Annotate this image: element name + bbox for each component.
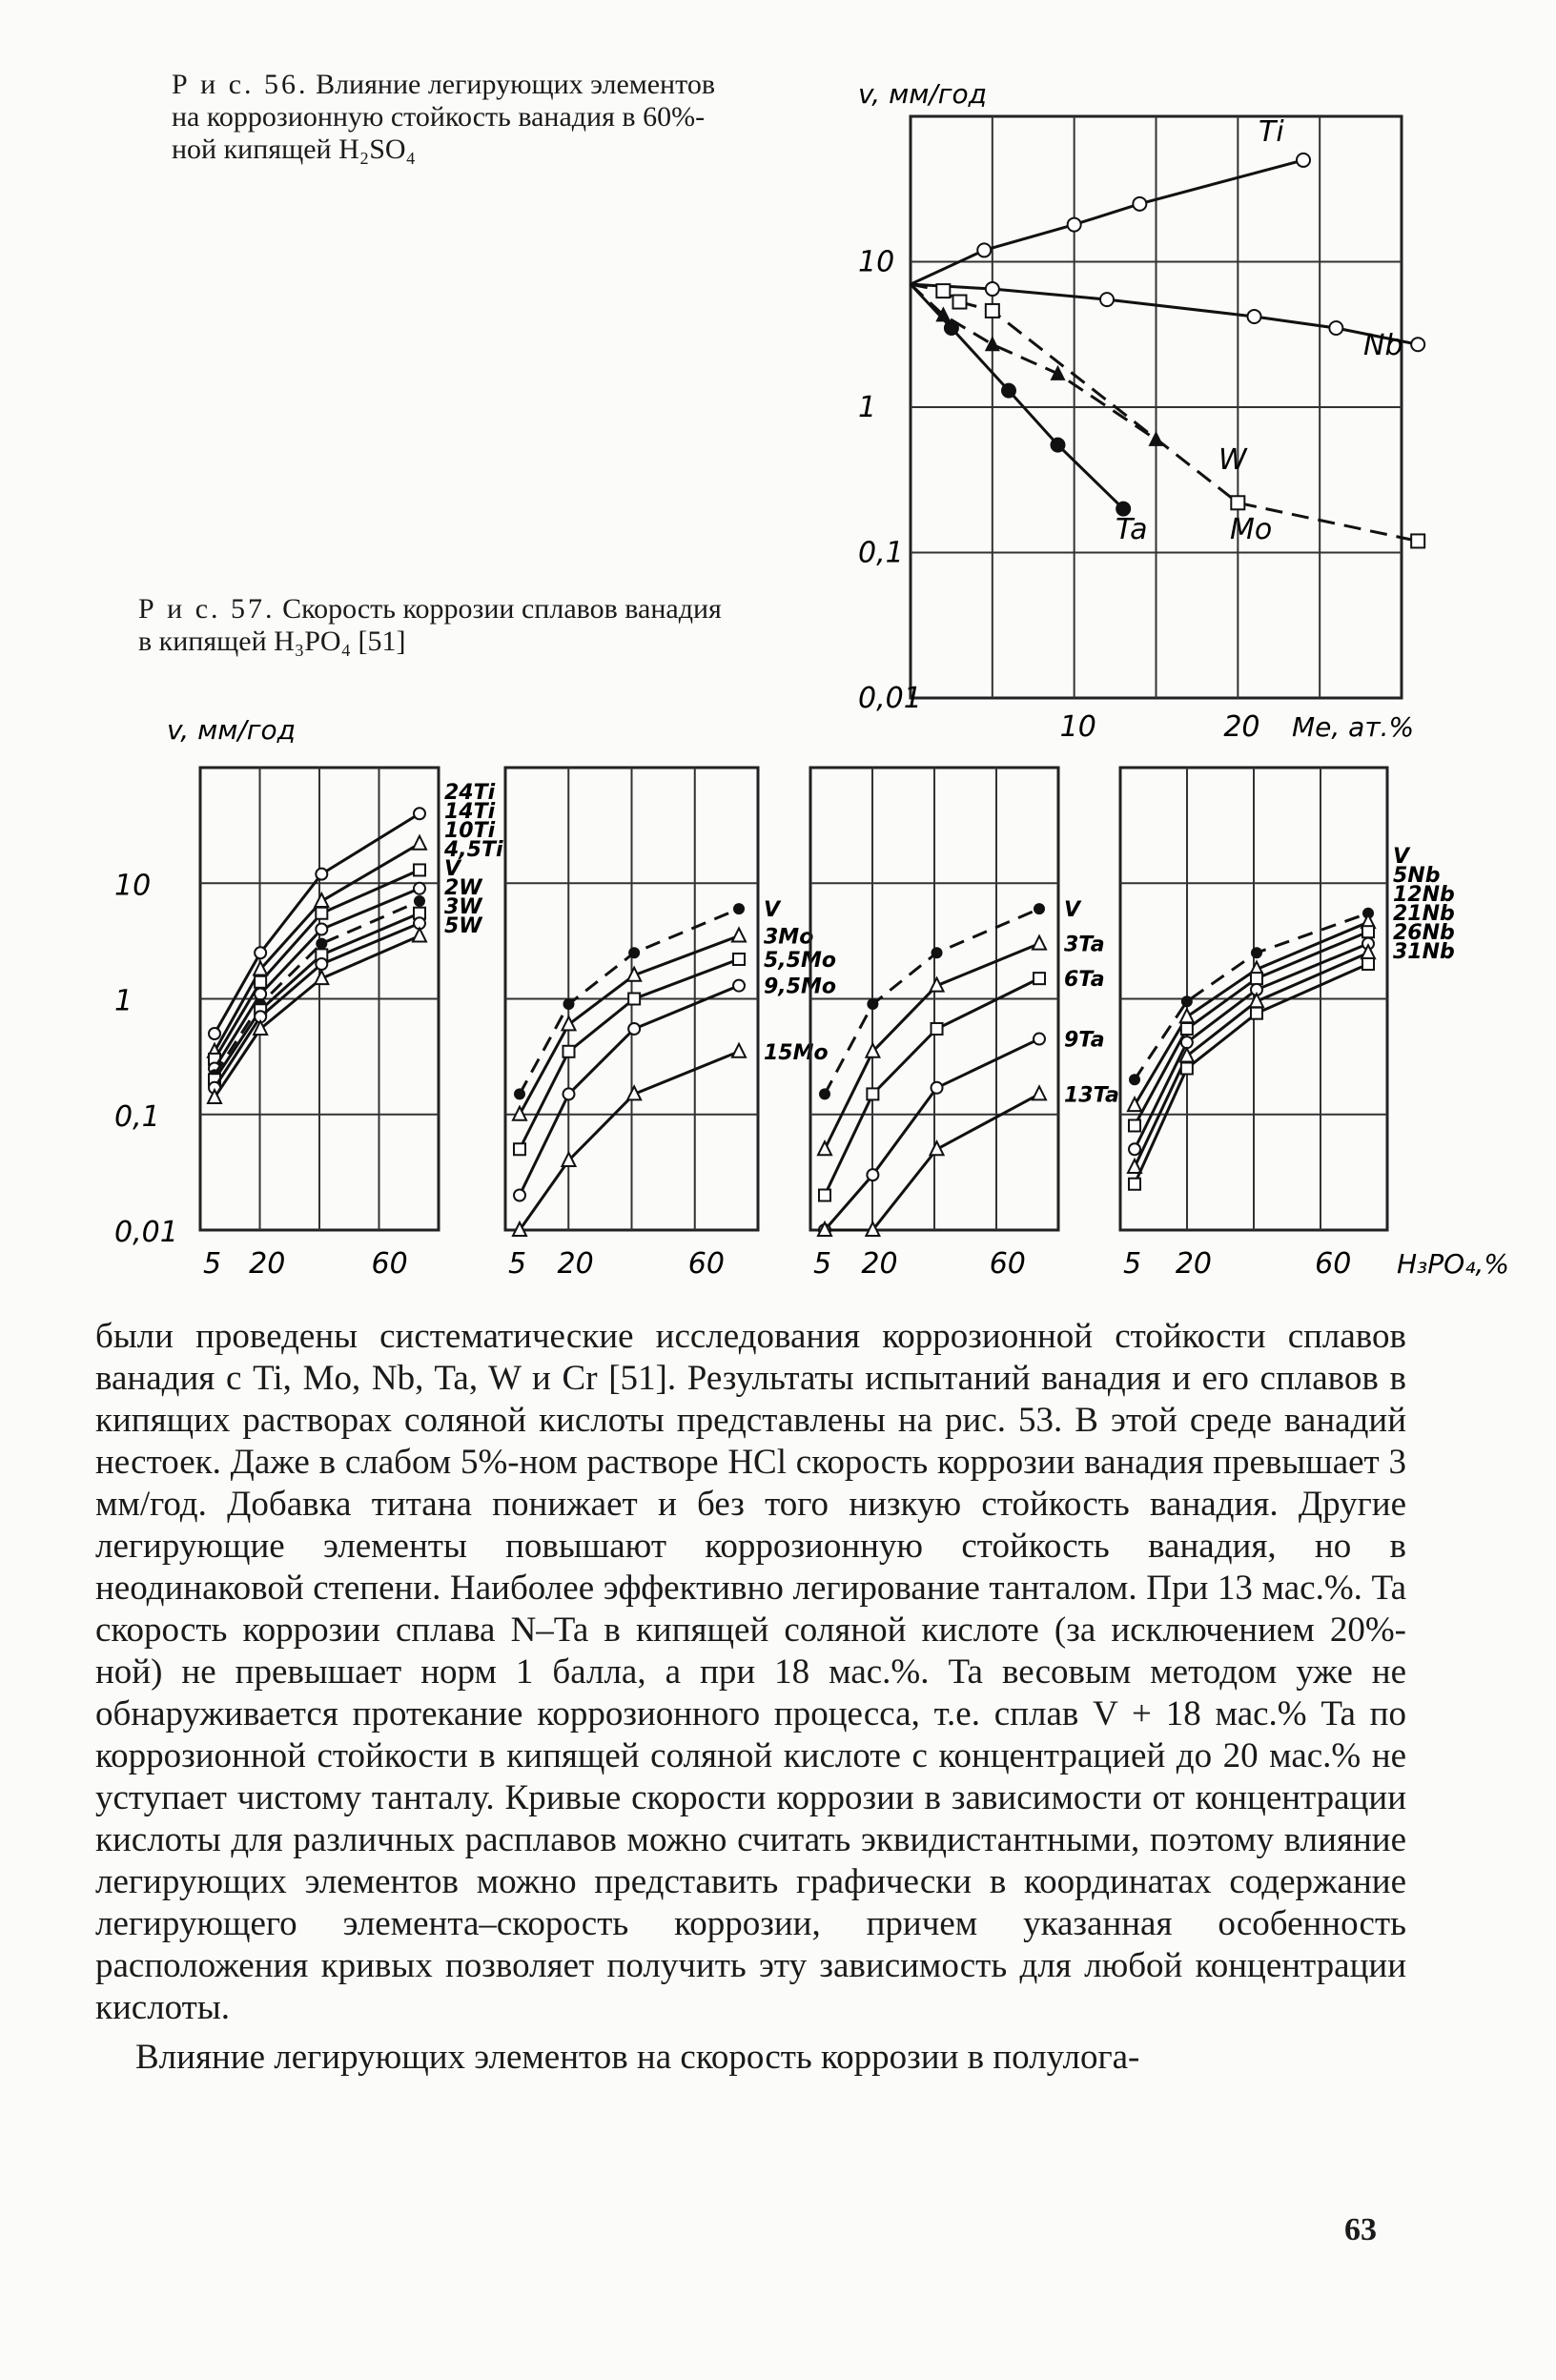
fig57d-point xyxy=(1181,1023,1193,1035)
fig57c-point xyxy=(1034,973,1045,984)
fig57d-xtick: 60 xyxy=(1315,1247,1352,1281)
fig57b-point xyxy=(514,1088,525,1099)
fig57b-point xyxy=(732,929,746,942)
fig56-point xyxy=(1297,154,1310,167)
fig57c-point xyxy=(932,1023,943,1035)
fig57a-point xyxy=(413,929,426,942)
fig57a-point xyxy=(414,883,425,894)
fig57c-label: 3Ta xyxy=(1064,933,1105,957)
fig57c-label: 6Ta xyxy=(1064,968,1105,993)
fig57a-point xyxy=(209,1028,220,1039)
fig57b-label: 3Mo xyxy=(764,925,814,950)
fig57a-ylabel: v, мм/год xyxy=(167,714,296,746)
fig57b-point xyxy=(628,1023,640,1035)
fig56-series-ti xyxy=(911,160,1303,284)
fig57c-xtick: 20 xyxy=(861,1247,898,1281)
figure-56-label: Р и с. 56. xyxy=(172,69,309,100)
fig57c-point xyxy=(819,1190,830,1201)
fig57c-label: 13Ta xyxy=(1064,1083,1119,1108)
fig56-point xyxy=(1411,534,1424,547)
fig56-label-w: W xyxy=(1218,443,1247,477)
fig57d-point xyxy=(1181,1062,1193,1074)
fig57d-series xyxy=(1135,964,1368,1184)
fig57a-ytick: 0,1 xyxy=(114,1099,160,1134)
fig57d-point xyxy=(1251,947,1262,958)
fig57c-point xyxy=(867,1088,878,1099)
fig57d-label: 31Nb xyxy=(1393,940,1455,964)
fig56-ytick: 0,1 xyxy=(858,536,904,570)
figure-56-text: Влияние легирующих элементов на коррозионную стойкость ванадия в 60%-ной кипящей H₂SO₄ xyxy=(172,69,715,165)
fig56-label-mo: Mo xyxy=(1230,513,1273,546)
fig56-ylabel: v, мм/год xyxy=(858,78,987,110)
fig57a-series xyxy=(215,813,420,1034)
fig57a-ytick: 10 xyxy=(114,869,152,903)
fig56-point xyxy=(977,243,991,256)
fig57c-point xyxy=(867,998,878,1010)
fig57d-xtick: 20 xyxy=(1175,1247,1213,1281)
fig56-ytick: 1 xyxy=(858,391,877,424)
fig57a-ytick: 1 xyxy=(114,984,133,1018)
fig57c-point xyxy=(1033,936,1046,950)
fig57c-point xyxy=(932,1082,943,1094)
fig56-point xyxy=(1100,293,1114,306)
fig57b-point xyxy=(733,903,745,914)
fig56-point xyxy=(1002,384,1015,398)
fig57a-label: V xyxy=(444,857,461,881)
fig57a-point xyxy=(316,924,327,935)
fig57a-xtick: 20 xyxy=(249,1247,286,1281)
fig57b-label: 9,5Mo xyxy=(764,975,836,999)
fig56-series-mo xyxy=(911,284,1418,541)
fig57d-point xyxy=(1129,1074,1140,1085)
fig57b-point xyxy=(514,1190,525,1201)
fig57c-xtick: 5 xyxy=(813,1247,832,1281)
fig57c-point xyxy=(932,947,943,958)
fig57a-xtick: 60 xyxy=(371,1247,408,1281)
fig57b-point xyxy=(732,1044,746,1057)
fig57d-point xyxy=(1129,1143,1140,1155)
fig56-point xyxy=(986,282,999,296)
fig56-point xyxy=(1248,310,1261,323)
fig56-xtick: 20 xyxy=(1223,710,1260,744)
figure-57-text: Скорость коррозии сплавов ванадия в кипящей H₃PO₄ [51] xyxy=(138,593,722,657)
fig57a-label: 14Ti xyxy=(444,800,496,824)
fig57c-series xyxy=(825,909,1039,1094)
fig57c-point xyxy=(1033,1086,1046,1099)
fig57c-label: 9Ta xyxy=(1064,1028,1105,1053)
fig57a-xtick: 5 xyxy=(203,1247,222,1281)
fig56-ytick: 0,01 xyxy=(858,682,922,715)
fig57b-point xyxy=(628,947,640,958)
fig56-point xyxy=(1068,218,1081,232)
fig56-point xyxy=(1411,338,1424,351)
fig57c-point xyxy=(1034,903,1045,914)
fig57a-point xyxy=(315,893,328,907)
fig57a-label: 3W xyxy=(444,895,482,919)
fig57a-point xyxy=(255,947,266,958)
body-text xyxy=(95,1316,1406,2079)
fig57b-xtick: 20 xyxy=(557,1247,594,1281)
fig56-point xyxy=(936,284,950,298)
fig57a-ytick: 0,01 xyxy=(114,1216,178,1249)
fig56-point xyxy=(953,296,967,309)
fig57a-point xyxy=(414,864,425,875)
fig57d-point xyxy=(1129,1120,1140,1132)
fig56-label-nb: Nb xyxy=(1363,329,1403,362)
fig57b-point xyxy=(733,980,745,992)
fig57a-point xyxy=(255,976,266,988)
fig57a-point xyxy=(316,869,327,880)
fig57d-point xyxy=(1362,926,1374,937)
fig57c-point xyxy=(819,1088,830,1099)
fig57d-point xyxy=(1251,1008,1262,1019)
fig57b-point xyxy=(563,1088,574,1099)
fig57d-label: 21Nb xyxy=(1393,902,1455,926)
fig57a-point xyxy=(414,895,425,907)
fig57b-point xyxy=(628,994,640,1005)
fig57d-label: 12Nb xyxy=(1393,883,1455,907)
fig57b-label: 5,5Mo xyxy=(764,948,836,973)
figure-57-label: Р и с. 57. xyxy=(138,593,276,625)
fig56-label-ta: Ta xyxy=(1116,513,1148,546)
fig56-point xyxy=(1133,197,1146,211)
paragraph-1: были проведены систематические исследования коррозионной стойкости сплавов ванадия с Ti, Mo, Nb, Ta, W и Cr [51]. Результаты испытаний ванадия и его сплавов в кипящих растворах соляной кислоты представлены на рис. 53. В этой среде ванадий нестоек. Даже в слабом 5%-ном растворе HCl скорость коррозии ванадия превышает 3 мм/год. Добавка титана понижает и без того низкую стойкость ванадия. Другие легирующие элементы повышают коррозионную стойкость ванадия, но в неодинаковой степени. Наиболее эффективно легирование танталом. При 13 мас.%. Ta скорость коррозии сплава N–Ta в кипящей соляной кислоте (за исключением 20%-ной) не превышает норм 1 балла, а при 18 мас.%. Ta весовым методом уже не обнаруживается протекание коррозионного процесса, т.е. сплав V + 18 мас.% Ta по коррозионной стойкости в кипящей соляной кислоте с концентрацией до 20 мас.% не уступает чистому танталу. Кривые скорости коррозии в зависимости от концентрации кислоты для различных расплавов можно считать эквидистантными, поэтому влияние легирующих элементов можно представить графически в координатах содержание легирующего элемента–скорость коррозии, причем указанная особенность расположения кривых позволяет получить эту зависимость для любой концентрации кислоты. xyxy=(95,1317,1406,2027)
fig57c-point xyxy=(818,1141,831,1155)
fig57b-point xyxy=(563,1046,574,1057)
fig57c-series xyxy=(825,1039,1039,1230)
fig57a-point xyxy=(316,908,327,919)
fig56-label-ti: Ti xyxy=(1259,115,1284,149)
fig57b-label: 15Mo xyxy=(764,1040,829,1065)
fig57b-point xyxy=(733,954,745,965)
fig57d-label: V xyxy=(1393,845,1410,869)
fig57a-point xyxy=(316,938,327,950)
fig57a-label: 24Ti xyxy=(444,781,496,805)
fig57c-label: V xyxy=(1064,898,1081,923)
fig57a-point xyxy=(413,836,426,850)
fig57c-series xyxy=(825,944,1039,1150)
fig57c-point xyxy=(1034,1034,1045,1045)
fig57b-point xyxy=(563,998,574,1010)
fig57a-point xyxy=(255,988,266,999)
fig57d-point xyxy=(1129,1179,1140,1190)
fig57a-point xyxy=(414,808,425,819)
fig57d-xlabel: H₃PO₄,% xyxy=(1397,1248,1509,1280)
fig57c-point xyxy=(867,1169,878,1180)
fig57d-point xyxy=(1181,995,1193,1007)
fig57c-xtick: 60 xyxy=(989,1247,1026,1281)
fig57d-point xyxy=(1251,973,1262,984)
fig56-xtick: 10 xyxy=(1059,710,1096,744)
paragraph-2: Влияние легирующих элементов на скорость коррозии в полулога- xyxy=(135,2038,1140,2077)
fig57b-point xyxy=(514,1143,525,1155)
fig57b-series xyxy=(520,1052,739,1230)
fig57b-label: V xyxy=(764,898,781,923)
fig57a-label: 5W xyxy=(444,914,482,938)
fig57d-point xyxy=(1362,958,1374,970)
fig57a-label: 4,5Ti xyxy=(444,838,503,862)
fig56-point xyxy=(986,304,999,318)
fig57d-point xyxy=(1180,1009,1194,1022)
fig56-point xyxy=(1052,439,1065,452)
fig56-point xyxy=(1329,321,1342,335)
fig57d-label: 5Nb xyxy=(1393,864,1441,888)
fig57a-label: 2W xyxy=(444,876,482,900)
fig57d-xtick: 5 xyxy=(1123,1247,1142,1281)
fig57a-label: 10Ti xyxy=(444,819,496,843)
fig57b-xtick: 5 xyxy=(508,1247,527,1281)
fig57b-series xyxy=(520,986,739,1196)
fig57b-xtick: 60 xyxy=(687,1247,725,1281)
fig57d-label: 26Nb xyxy=(1393,921,1455,945)
page-number: 63 xyxy=(1344,2212,1377,2247)
fig56-point xyxy=(945,321,958,335)
fig56-point xyxy=(1231,496,1244,509)
fig57b-point xyxy=(562,1016,575,1030)
fig56-point xyxy=(985,336,1000,351)
fig56-ytick: 10 xyxy=(858,245,895,279)
fig57a-point xyxy=(316,958,327,970)
fig56-xlabel: Me, ат.% xyxy=(1292,711,1415,743)
